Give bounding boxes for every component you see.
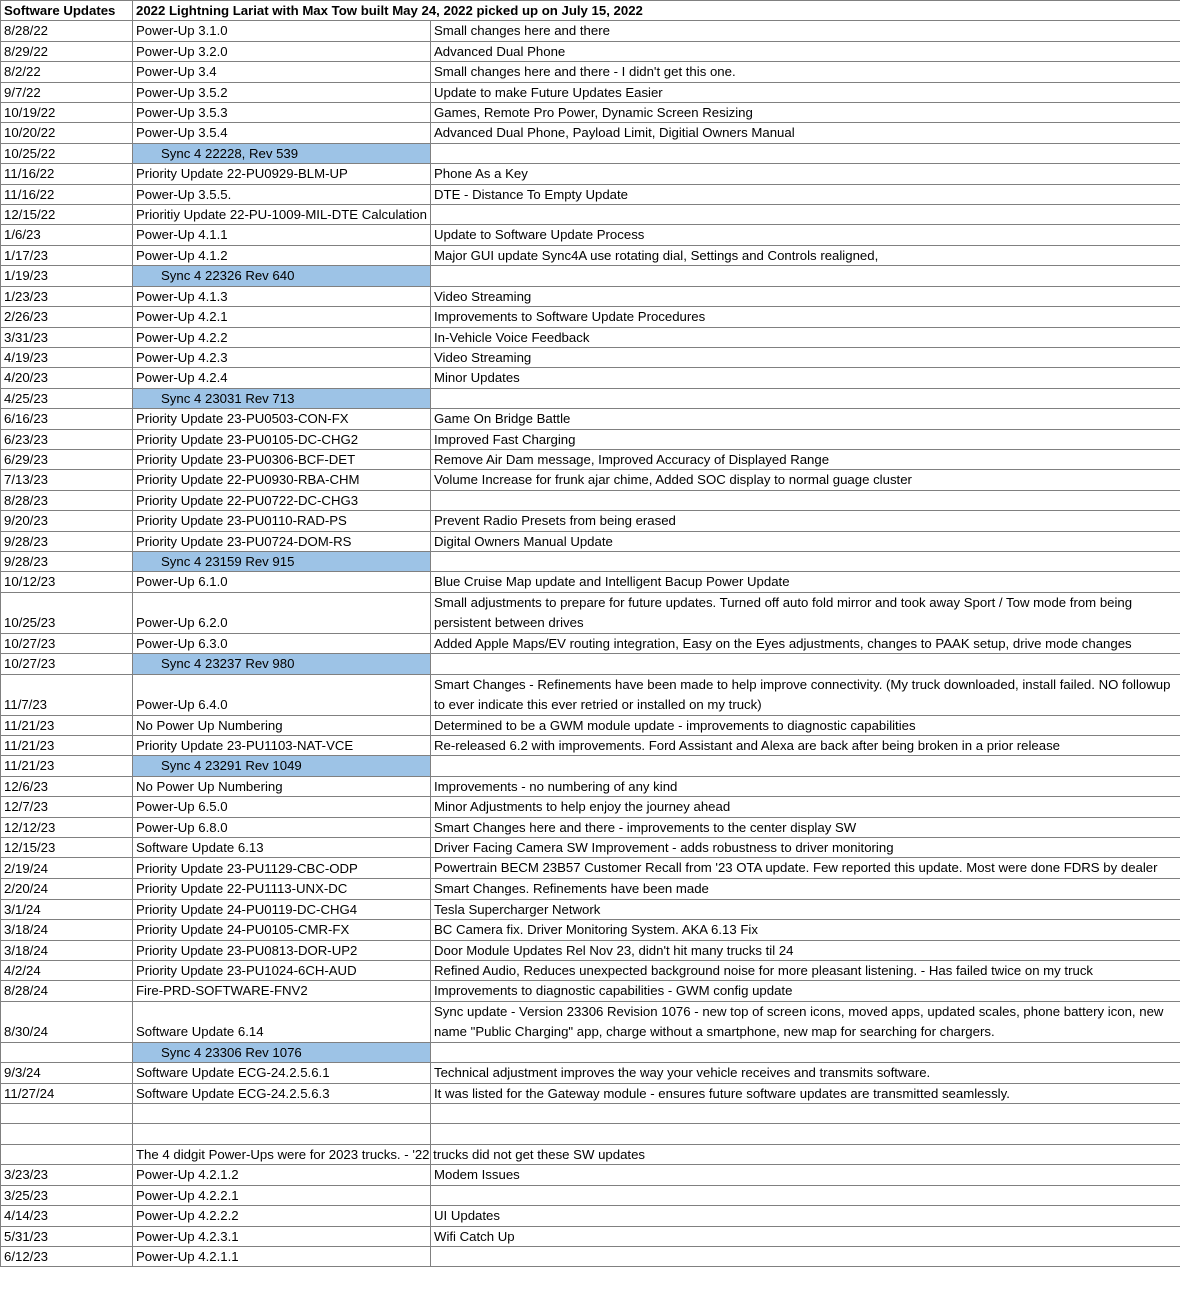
cell-date[interactable]: 9/28/23 (1, 531, 133, 551)
cell-update-name[interactable]: Priority Update 24-PU0105-CMR-FX (133, 920, 431, 940)
cell-update-name[interactable]: Power-Up 6.3.0 (133, 633, 431, 653)
cell-date[interactable]: 11/7/23 (1, 674, 133, 715)
cell-date[interactable]: 6/12/23 (1, 1246, 133, 1266)
cell-description[interactable]: Major GUI update Sync4A use rotating dial, Settings and Controls realigned, (431, 245, 1180, 265)
cell-description[interactable]: Game On Bridge Battle (431, 409, 1180, 429)
cell-date[interactable]: 10/27/23 (1, 654, 133, 674)
table-row (1, 490, 1180, 510)
cell-date[interactable]: 10/20/22 (1, 123, 133, 143)
cell-date[interactable] (1, 1144, 133, 1164)
cell-date[interactable]: 3/25/23 (1, 1185, 133, 1205)
cell-description[interactable]: Door Module Updates Rel Nov 23, didn't hit many trucks til 24 (431, 940, 1180, 960)
table-row (1, 82, 1180, 102)
table-row (1, 674, 1180, 715)
cell-update-name[interactable]: Power-Up 3.4 (133, 62, 431, 82)
cell-description[interactable]: Modem Issues (431, 1165, 1180, 1185)
cell-description[interactable]: Refined Audio, Reduces unexpected background noise for more pleasant listening. - Has failed twice on my truck (431, 961, 1180, 981)
cell-update-name[interactable]: Power-Up 3.5.4 (133, 123, 431, 143)
cell-date[interactable]: 8/28/23 (1, 490, 133, 510)
table-row (1, 838, 1180, 858)
cell-date[interactable]: 6/16/23 (1, 409, 133, 429)
cell-description[interactable]: Re-released 6.2 with improvements. Ford Assistant and Alexa are back after being broken in a prior release (431, 736, 1180, 756)
table-row (1, 368, 1180, 388)
cell-description[interactable]: Games, Remote Pro Power, Dynamic Screen Resizing (431, 103, 1180, 123)
table-row (1, 940, 1180, 960)
table-row (1, 633, 1180, 653)
cell-description[interactable]: Improved Fast Charging (431, 429, 1180, 449)
table-row (1, 1063, 1180, 1083)
cell-update-name[interactable]: Software Update 6.13 (133, 838, 431, 858)
cell-update-name[interactable]: Priority Update 23-PU0503-CON-FX (133, 409, 431, 429)
cell-update-name[interactable]: Priority Update 23-PU0724-DOM-RS (133, 531, 431, 551)
table-row (1, 920, 1180, 940)
cell-update-name[interactable]: Priority Update 22-PU0929-BLM-UP (133, 164, 431, 184)
cell-date[interactable]: 5/31/23 (1, 1226, 133, 1246)
cell-update-name[interactable]: Power-Up 6.2.0 (133, 592, 431, 633)
cell-date[interactable]: 3/18/24 (1, 940, 133, 960)
cell-description[interactable]: Sync update - Version 23306 Revision 1076 - new top of screen icons, moved apps, updated scales, phone battery icon, new name "Public Charging" app, charge without a smartphone, new map for searching for chargers. (431, 1001, 1180, 1042)
cell-description[interactable]: Driver Facing Camera SW Improvement - adds robustness to driver monitoring (431, 838, 1180, 858)
cell-update-name[interactable]: Fire-PRD-SOFTWARE-FNV2 (133, 981, 431, 1001)
cell-update-name[interactable]: Power-Up 4.2.3.1 (133, 1226, 431, 1246)
cell-description[interactable]: Minor Adjustments to help enjoy the journey ahead (431, 797, 1180, 817)
cell-sync-version[interactable]: Sync 4 23291 Rev 1049 (133, 756, 431, 776)
table-row (1, 307, 1180, 327)
cell-update-name[interactable]: Power-Up 4.2.1.1 (133, 1246, 431, 1266)
header-software-updates[interactable]: Software Updates (1, 1, 133, 21)
cell-date[interactable]: 1/17/23 (1, 245, 133, 265)
cell-update-name[interactable]: Priority Update 22-PU0930-RBA-CHM (133, 470, 431, 490)
cell-update-name[interactable]: Priority Update 23-PU0105-DC-CHG2 (133, 429, 431, 449)
cell-description[interactable] (431, 756, 1180, 776)
table-row (1, 1083, 1180, 1103)
cell-description[interactable]: Video Streaming (431, 286, 1180, 306)
table-row (1, 511, 1180, 531)
cell-date[interactable]: 9/3/24 (1, 1063, 133, 1083)
table-row (1, 899, 1180, 919)
cell-date[interactable]: 4/2/24 (1, 961, 133, 981)
cell-update-name[interactable]: Power-Up 4.2.2.2 (133, 1206, 431, 1226)
cell-update-name[interactable]: Power-Up 6.5.0 (133, 797, 431, 817)
cell-update-name[interactable]: Prioritiy Update 22-PU-1009-MIL-DTE Calculation (133, 205, 431, 225)
table-row (1, 1226, 1180, 1246)
table-row (1, 62, 1180, 82)
cell-date[interactable]: 3/31/23 (1, 327, 133, 347)
cell-update-name[interactable]: Power-Up 4.1.1 (133, 225, 431, 245)
table-row (1, 776, 1180, 796)
cell-update-name[interactable]: Priority Update 22-PU1113-UNX-DC (133, 879, 431, 899)
table-row (1, 205, 1180, 225)
cell-description[interactable]: UI Updates (431, 1206, 1180, 1226)
table-row (1, 1104, 1180, 1124)
cell-description[interactable] (431, 143, 1180, 163)
cell-description[interactable]: Update to make Future Updates Easier (431, 82, 1180, 102)
cell-description[interactable] (431, 1104, 1180, 1124)
cell-description[interactable]: Small changes here and there (431, 21, 1180, 41)
cell-date[interactable]: 1/19/23 (1, 266, 133, 286)
table-row (1, 327, 1180, 347)
cell-date[interactable]: 12/15/23 (1, 838, 133, 858)
cell-update-name[interactable]: Software Update 6.14 (133, 1001, 431, 1042)
cell-description[interactable] (431, 205, 1180, 225)
cell-update-name[interactable]: Priority Update 22-PU0722-DC-CHG3 (133, 490, 431, 510)
cell-date[interactable] (1, 1104, 133, 1124)
table-row (1, 551, 1180, 571)
cell-date[interactable]: 10/25/22 (1, 143, 133, 163)
cell-update-name[interactable]: Power-Up 3.2.0 (133, 41, 431, 61)
table-row (1, 756, 1180, 776)
cell-update-name[interactable]: Power-Up 4.1.2 (133, 245, 431, 265)
cell-date[interactable]: 1/23/23 (1, 286, 133, 306)
cell-update-name[interactable]: Power-Up 6.8.0 (133, 817, 431, 837)
table-row (1, 184, 1180, 204)
cell-description[interactable]: Improvements - no numbering of any kind (431, 776, 1180, 796)
table-row (1, 1124, 1180, 1144)
cell-description[interactable]: DTE - Distance To Empty Update (431, 184, 1180, 204)
table-row (1, 470, 1180, 490)
cell-date[interactable]: 3/23/23 (1, 1165, 133, 1185)
cell-update-name[interactable]: No Power Up Numbering (133, 776, 431, 796)
cell-description[interactable] (431, 1124, 1180, 1144)
table-row (1, 1206, 1180, 1226)
table-row (1, 347, 1180, 367)
cell-date[interactable]: 9/20/23 (1, 511, 133, 531)
cell-update-name[interactable]: Priority Update 23-PU1103-NAT-VCE (133, 736, 431, 756)
table-row (1, 858, 1180, 879)
cell-update-name[interactable]: Power-Up 4.2.4 (133, 368, 431, 388)
header-vehicle-info[interactable]: 2022 Lightning Lariat with Max Tow built May 24, 2022 picked up on July 15, 2022 (133, 1, 1180, 21)
table-row (1, 245, 1180, 265)
table-row (1, 817, 1180, 837)
cell-date[interactable]: 8/28/22 (1, 21, 133, 41)
table-row (1, 715, 1180, 735)
cell-description[interactable]: Video Streaming (431, 347, 1180, 367)
table-row (1, 286, 1180, 306)
cell-description[interactable]: Prevent Radio Presets from being erased (431, 511, 1180, 531)
cell-date[interactable]: 6/23/23 (1, 429, 133, 449)
table-row (1, 1042, 1180, 1062)
cell-description[interactable]: Phone As a Key (431, 164, 1180, 184)
cell-update-name[interactable]: Power-Up 3.5.3 (133, 103, 431, 123)
cell-sync-version[interactable]: Sync 4 23031 Rev 713 (133, 388, 431, 408)
cell-description[interactable]: Volume Increase for frunk ajar chime, Added SOC display to normal guage cluster (431, 470, 1180, 490)
cell-date[interactable]: 11/16/22 (1, 164, 133, 184)
cell-date[interactable]: 2/26/23 (1, 307, 133, 327)
table-row (1, 225, 1180, 245)
cell-date[interactable]: 11/21/23 (1, 715, 133, 735)
table-row (1, 103, 1180, 123)
cell-update-name[interactable]: Power-Up 4.2.2 (133, 327, 431, 347)
cell-update-name[interactable]: Power-Up 3.5.5. (133, 184, 431, 204)
cell-date[interactable]: 2/20/24 (1, 879, 133, 899)
table-row (1, 879, 1180, 899)
cell-date[interactable]: 7/13/23 (1, 470, 133, 490)
cell-date[interactable]: 9/28/23 (1, 551, 133, 571)
table-row (1, 654, 1180, 674)
cell-update-name[interactable] (133, 1104, 431, 1124)
table-row (1, 961, 1180, 981)
cell-date[interactable]: 11/21/23 (1, 756, 133, 776)
cell-update-name[interactable]: Power-Up 6.1.0 (133, 572, 431, 592)
cell-sync-version[interactable]: Sync 4 22228, Rev 539 (133, 143, 431, 163)
cell-date[interactable]: 10/12/23 (1, 572, 133, 592)
cell-date[interactable]: 4/20/23 (1, 368, 133, 388)
cell-description[interactable] (431, 1042, 1180, 1062)
cell-description[interactable]: Technical adjustment improves the way your vehicle receives and transmits software. (431, 1063, 1180, 1083)
cell-update-name[interactable]: Priority Update 23-PU1024-6CH-AUD (133, 961, 431, 981)
cell-date[interactable]: 3/18/24 (1, 920, 133, 940)
cell-update-name[interactable]: Priority Update 23-PU0306-BCF-DET (133, 449, 431, 469)
cell-description[interactable]: Digital Owners Manual Update (431, 531, 1180, 551)
table-row (1, 1185, 1180, 1205)
table-row (1, 1165, 1180, 1185)
cell-description[interactable]: Minor Updates (431, 368, 1180, 388)
cell-date[interactable]: 8/2/22 (1, 62, 133, 82)
cell-date[interactable]: 8/29/22 (1, 41, 133, 61)
cell-update-name[interactable]: Power-Up 4.2.1.2 (133, 1165, 431, 1185)
cell-description[interactable]: BC Camera fix. Driver Monitoring System. AKA 6.13 Fix (431, 920, 1180, 940)
cell-update-name[interactable]: Power-Up 4.2.3 (133, 347, 431, 367)
cell-date[interactable]: 9/7/22 (1, 82, 133, 102)
cell-update-name[interactable] (133, 1124, 431, 1144)
table-row (1, 572, 1180, 592)
cell-description[interactable]: Wifi Catch Up (431, 1226, 1180, 1246)
cell-description[interactable] (431, 266, 1180, 286)
table-row (1, 1246, 1180, 1266)
cell-description[interactable] (431, 551, 1180, 571)
cell-description[interactable]: Blue Cruise Map update and Intelligent Bacup Power Update (431, 572, 1180, 592)
cell-sync-version[interactable]: Sync 4 23237 Rev 980 (133, 654, 431, 674)
cell-description[interactable]: Added Apple Maps/EV routing integration, Easy on the Eyes adjustments, changes to PAAK setup, drive mode changes (431, 633, 1180, 653)
table-row (1, 266, 1180, 286)
cell-description[interactable]: Smart Changes here and there - improvements to the center display SW (431, 817, 1180, 837)
cell-sync-version[interactable]: Sync 4 23306 Rev 1076 (133, 1042, 431, 1062)
cell-date[interactable]: 2/19/24 (1, 858, 133, 879)
cell-update-name[interactable]: Software Update ECG-24.2.5.6.3 (133, 1083, 431, 1103)
cell-description[interactable]: Powertrain BECM 23B57 Customer Recall from '23 OTA update. Few reported this update. Most were done FDRS by dealer (431, 858, 1180, 879)
table-row (1, 981, 1180, 1001)
cell-date[interactable]: 12/6/23 (1, 776, 133, 796)
cell-date[interactable]: 12/7/23 (1, 797, 133, 817)
cell-update-name[interactable]: Power-Up 3.5.2 (133, 82, 431, 102)
cell-description[interactable] (431, 1185, 1180, 1205)
cell-description[interactable] (431, 654, 1180, 674)
cell-date[interactable]: 11/16/22 (1, 184, 133, 204)
cell-date[interactable]: 11/27/24 (1, 1083, 133, 1103)
table-row (1, 449, 1180, 469)
cell-description[interactable]: Remove Air Dam message, Improved Accuracy of Displayed Range (431, 449, 1180, 469)
cell-description[interactable]: Small changes here and there - I didn't get this one. (431, 62, 1180, 82)
cell-description[interactable]: Update to Software Update Process (431, 225, 1180, 245)
cell-description[interactable]: In-Vehicle Voice Feedback (431, 327, 1180, 347)
table-row (1, 41, 1180, 61)
cell-update-name[interactable]: Power-Up 4.1.3 (133, 286, 431, 306)
cell-sync-version[interactable]: Sync 4 22326 Rev 640 (133, 266, 431, 286)
table-row (1, 143, 1180, 163)
cell-date[interactable]: 10/19/22 (1, 103, 133, 123)
cell-description[interactable]: Advanced Dual Phone (431, 41, 1180, 61)
cell-update-name[interactable]: Power-Up 3.1.0 (133, 21, 431, 41)
cell-description[interactable] (431, 1246, 1180, 1266)
cell-update-name[interactable]: Priority Update 24-PU0119-DC-CHG4 (133, 899, 431, 919)
table-row (1, 21, 1180, 41)
table-row (1, 123, 1180, 143)
cell-date[interactable]: 10/27/23 (1, 633, 133, 653)
cell-date[interactable]: 8/28/24 (1, 981, 133, 1001)
cell-description[interactable]: Improvements to Software Update Procedures (431, 307, 1180, 327)
cell-update-name[interactable]: No Power Up Numbering (133, 715, 431, 735)
table-row (1, 388, 1180, 408)
cell-description[interactable]: Tesla Supercharger Network (431, 899, 1180, 919)
cell-description[interactable] (431, 388, 1180, 408)
cell-update-name[interactable]: The 4 didgit Power-Ups were for 2023 trucks. - '22 trucks did not get these SW updates (133, 1144, 431, 1164)
cell-update-name[interactable]: Power-Up 4.2.1 (133, 307, 431, 327)
cell-description[interactable]: Smart Changes. Refinements have been made (431, 879, 1180, 899)
table-row (1, 409, 1180, 429)
cell-date[interactable] (1, 1042, 133, 1062)
cell-description[interactable]: Improvements to diagnostic capabilities - GWM config update (431, 981, 1180, 1001)
table-row (1, 592, 1180, 633)
table-row (1, 164, 1180, 184)
cell-date[interactable]: 10/25/23 (1, 592, 133, 633)
cell-date[interactable] (1, 1124, 133, 1144)
table-row (1, 531, 1180, 551)
cell-date[interactable]: 6/29/23 (1, 449, 133, 469)
cell-update-name[interactable]: Power-Up 4.2.2.1 (133, 1185, 431, 1205)
cell-sync-version[interactable]: Sync 4 23159 Rev 915 (133, 551, 431, 571)
cell-description[interactable]: Determined to be a GWM module update - improvements to diagnostic capabilities (431, 715, 1180, 735)
cell-date[interactable]: 3/1/24 (1, 899, 133, 919)
table-row (1, 1001, 1180, 1042)
table-row (1, 1144, 1180, 1164)
cell-date[interactable]: 8/30/24 (1, 1001, 133, 1042)
cell-date[interactable]: 12/15/22 (1, 205, 133, 225)
cell-date[interactable]: 4/19/23 (1, 347, 133, 367)
cell-update-name[interactable]: Priority Update 23-PU0813-DOR-UP2 (133, 940, 431, 960)
cell-update-name[interactable]: Power-Up 6.4.0 (133, 674, 431, 715)
cell-date[interactable]: 11/21/23 (1, 736, 133, 756)
cell-description[interactable]: Advanced Dual Phone, Payload Limit, Digitial Owners Manual (431, 123, 1180, 143)
cell-description[interactable]: Small adjustments to prepare for future updates. Turned off auto fold mirror and took away Sport / Tow mode from being persistent between drives (431, 592, 1180, 633)
cell-description[interactable] (431, 490, 1180, 510)
cell-update-name[interactable]: Priority Update 23-PU1129-CBC-ODP (133, 858, 431, 879)
cell-date[interactable]: 4/25/23 (1, 388, 133, 408)
cell-update-name[interactable]: Software Update ECG-24.2.5.6.1 (133, 1063, 431, 1083)
header-row (1, 1, 1180, 21)
cell-date[interactable]: 1/6/23 (1, 225, 133, 245)
table-body (1, 21, 1180, 1267)
cell-date[interactable]: 4/14/23 (1, 1206, 133, 1226)
table-row (1, 429, 1180, 449)
cell-description[interactable]: It was listed for the Gateway module - ensures future software updates are transmitted seamlessly. (431, 1083, 1180, 1103)
cell-date[interactable]: 12/12/23 (1, 817, 133, 837)
table-row (1, 797, 1180, 817)
cell-update-name[interactable]: Priority Update 23-PU0110-RAD-PS (133, 511, 431, 531)
cell-description[interactable]: Smart Changes - Refinements have been made to help improve connectivity. (My truck downloaded, install failed. NO followup to ever indicate this ever retried or installed on my truck) (431, 674, 1180, 715)
table-row (1, 736, 1180, 756)
